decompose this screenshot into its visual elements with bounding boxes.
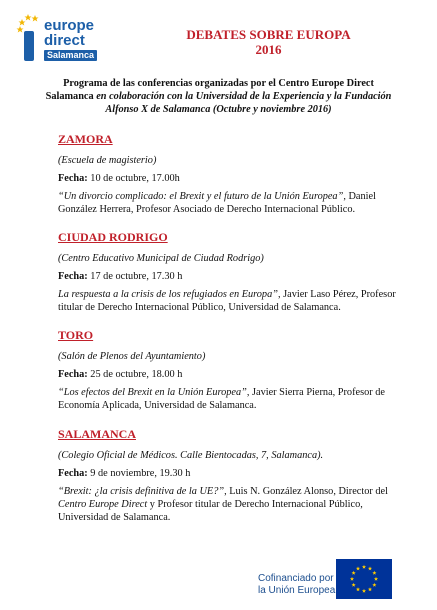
section-talk <box>58 190 401 216</box>
date-value: 10 de octubre, 17.00h <box>87 173 180 184</box>
section-heading: ZAMORA <box>58 132 113 146</box>
logo-text-direct: direct <box>44 32 85 49</box>
cofinanced-line-1: Cofinanciado por <box>258 573 334 584</box>
section-talk <box>58 386 401 412</box>
eu-flag-icon <box>336 559 392 599</box>
talk-title: “Los efectos del Brexit en la Unión Europea” <box>58 387 247 398</box>
section-date <box>58 368 401 381</box>
talk-speaker-a: , Luis N. González Alonso, Director del <box>224 486 388 497</box>
section-talk <box>58 288 401 314</box>
logo-text-europe: europe <box>44 17 95 34</box>
date-value: 9 de noviembre, 19.30 h <box>87 468 191 479</box>
section-venue: (Centro Educativo Municipal de Ciudad Rodrigo) <box>58 253 264 264</box>
section-heading: CIUDAD RODRIGO <box>58 230 168 244</box>
section-venue: (Colegio Oficial de Médicos. Calle Bientocadas, 7, Salamanca). <box>58 450 324 461</box>
section-heading: TORO <box>58 328 94 342</box>
talk-speaker: , Javier Sierra Pierna, Profesor de Economía Aplicada, Universidad de Salamanca. <box>58 387 385 411</box>
intro-paragraph <box>40 77 397 116</box>
cofinanced-text <box>258 573 335 597</box>
section-venue: (Escuela de magisterio) <box>58 155 157 166</box>
logo-text-salamanca: Salamanca <box>44 50 97 61</box>
talk-speaker: , Javier Laso Pérez, Profesor titular de Derecho Internacional Público, Universidad de Salamanca. <box>58 289 396 313</box>
talk-speaker: , Daniel González Herrera, Profesor Asociado de Derecho Internacional Público. <box>58 191 376 215</box>
logo-i-mark <box>24 31 34 61</box>
section-venue: (Salón de Plenos del Ayuntamiento) <box>58 351 206 362</box>
date-label: Fecha: <box>58 271 88 282</box>
section-date <box>58 172 401 185</box>
date-value: 17 de octubre, 17.30 h <box>87 271 183 282</box>
talk-title: “Un divorcio complicado: el Brexit y el futuro de la Unión Europea” <box>58 191 344 202</box>
intro-italic: en colaboración con la Universidad de la Experiencia y la Fundación Alfonso X de Salamanca (Octubre y noviembre 2016) <box>93 91 392 115</box>
section-heading: SALAMANCA <box>58 427 136 441</box>
section-ciudad-rodrigo <box>58 230 401 319</box>
section-date <box>58 467 401 480</box>
cofinanced-footer <box>258 559 418 599</box>
cofinanced-line-2: la Unión Europea <box>258 585 336 596</box>
title-line-1: DEBATES SOBRE EUROPA <box>186 27 351 42</box>
talk-title: “Brexit: ¿la crisis definitiva de la UE?” <box>58 486 225 497</box>
date-value: 25 de octubre, 18.00 h <box>87 369 183 380</box>
section-talk <box>58 485 401 524</box>
date-label: Fecha: <box>58 468 88 479</box>
section-salamanca <box>58 427 401 529</box>
section-zamora <box>58 132 401 221</box>
section-date <box>58 270 401 283</box>
europe-direct-logo <box>10 8 110 68</box>
intro-bold: Programa de las conferencias organizadas por el Centro Europe Direct Salamanca <box>45 78 374 102</box>
document-title <box>120 27 417 57</box>
title-line-2: 2016 <box>255 42 282 57</box>
date-label: Fecha: <box>58 173 88 184</box>
talk-speaker-c: y Profesor titular de Derecho Internacional Público, Universidad de Salamanca. <box>58 499 363 523</box>
talk-speaker-b: Centro Europe Direct <box>58 499 148 510</box>
date-label: Fecha: <box>58 369 88 380</box>
talk-title: La respuesta a la crisis de los refugiados en Europa” <box>58 289 278 300</box>
section-toro <box>58 328 401 417</box>
